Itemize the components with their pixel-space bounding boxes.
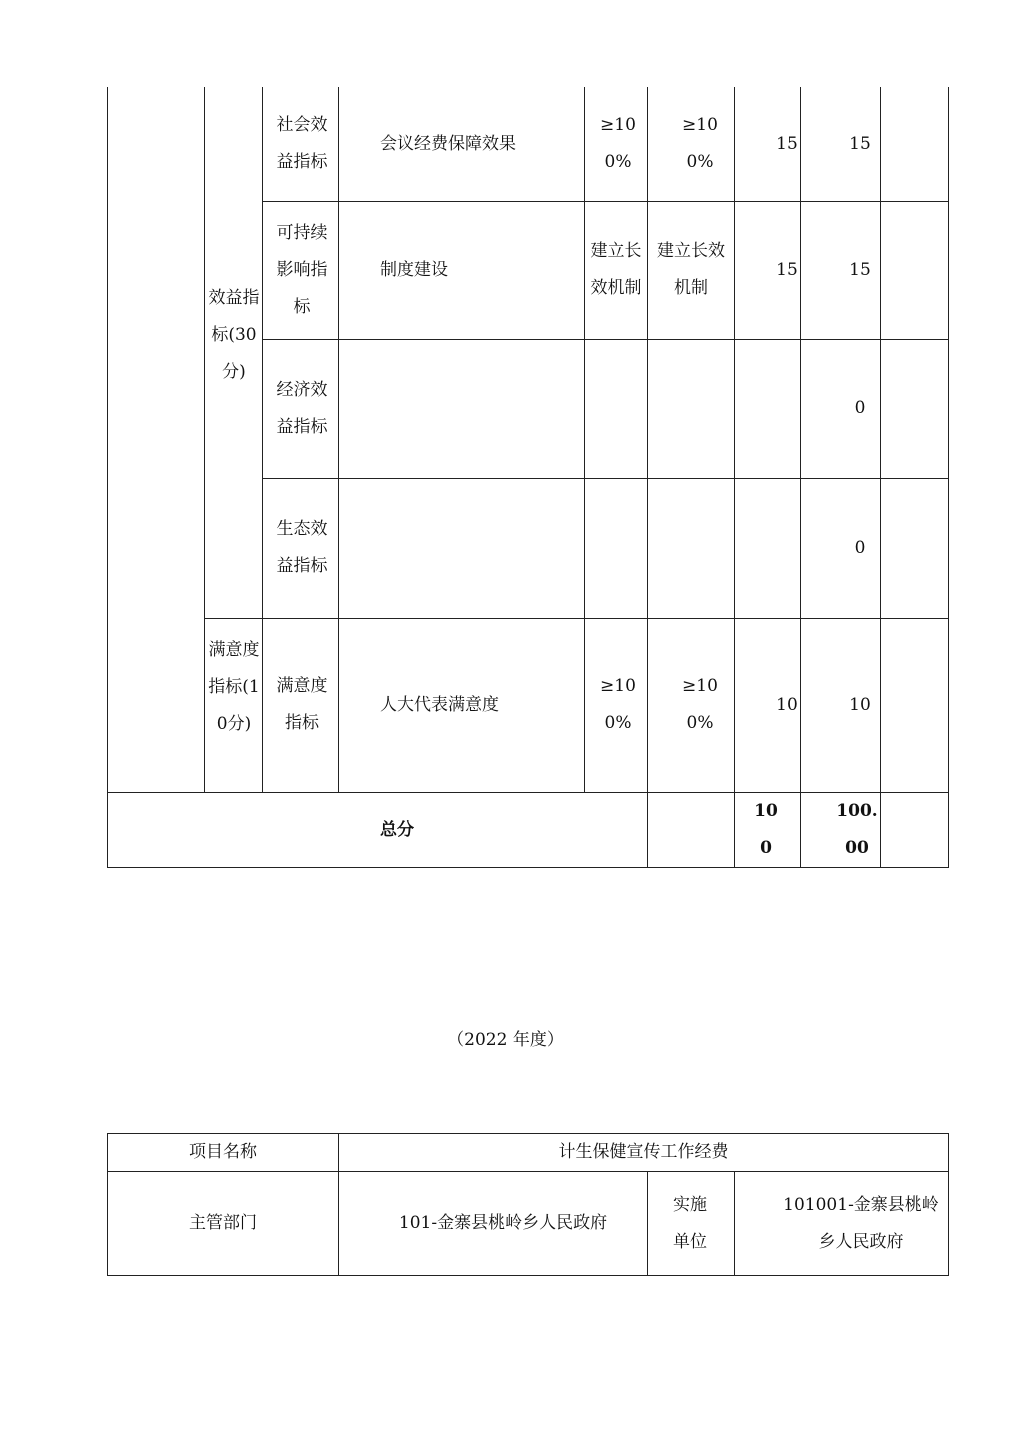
weight-cell: 15 xyxy=(776,133,798,154)
indicator-cell: 会议经费保障效果 xyxy=(380,133,516,154)
dept-value: 101-金寨县桃岭乡人民政府 xyxy=(398,1213,608,1233)
indicator-cell: 人大代表满意度 xyxy=(380,694,499,715)
project-name-label: 项目名称 xyxy=(189,1142,257,1162)
target-cell: 建立长效机制 xyxy=(590,241,642,298)
sub-indicator-cell: 生态效益指标 xyxy=(276,519,328,576)
target-cell: ≥100% xyxy=(600,676,636,733)
total-label: 总分 xyxy=(380,819,414,840)
sub-indicator-cell: 可持续影响指标 xyxy=(276,222,328,317)
total-score: 100.00 xyxy=(836,801,878,858)
actual-cell: ≥100% xyxy=(682,115,718,172)
weight-cell: 15 xyxy=(776,259,798,280)
score-cell: 0 xyxy=(854,398,866,418)
target-cell: ≥100% xyxy=(600,115,636,172)
sub-indicator-cell: 经济效益指标 xyxy=(276,379,328,437)
indicator-cell: 制度建设 xyxy=(380,259,448,280)
sub-indicator-cell: 满意度指标 xyxy=(276,676,328,733)
score-cell: 15 xyxy=(849,259,871,280)
project-name-value: 计生保健宣传工作经费 xyxy=(558,1142,729,1162)
group-benefit-label: 效益指标(30分) xyxy=(208,288,260,382)
actual-cell: ≥100% xyxy=(682,676,718,733)
total-weight: 100 xyxy=(754,801,778,858)
score-cell: 10 xyxy=(849,694,871,715)
score-cell: 0 xyxy=(854,537,866,558)
impl-label: 实施单位 xyxy=(673,1194,707,1252)
score-cell: 15 xyxy=(849,133,871,154)
sub-indicator-cell: 社会效益指标 xyxy=(276,115,328,172)
dept-label: 主管部门 xyxy=(189,1213,257,1233)
actual-cell: 建立长效机制 xyxy=(657,241,725,298)
group-satisfaction-label: 满意度指标(10分) xyxy=(208,640,260,734)
year-title: （2022 年度） xyxy=(447,1030,564,1050)
weight-cell: 10 xyxy=(776,694,798,715)
impl-value: 101001-金寨县桃岭乡人民政府 xyxy=(783,1194,939,1252)
